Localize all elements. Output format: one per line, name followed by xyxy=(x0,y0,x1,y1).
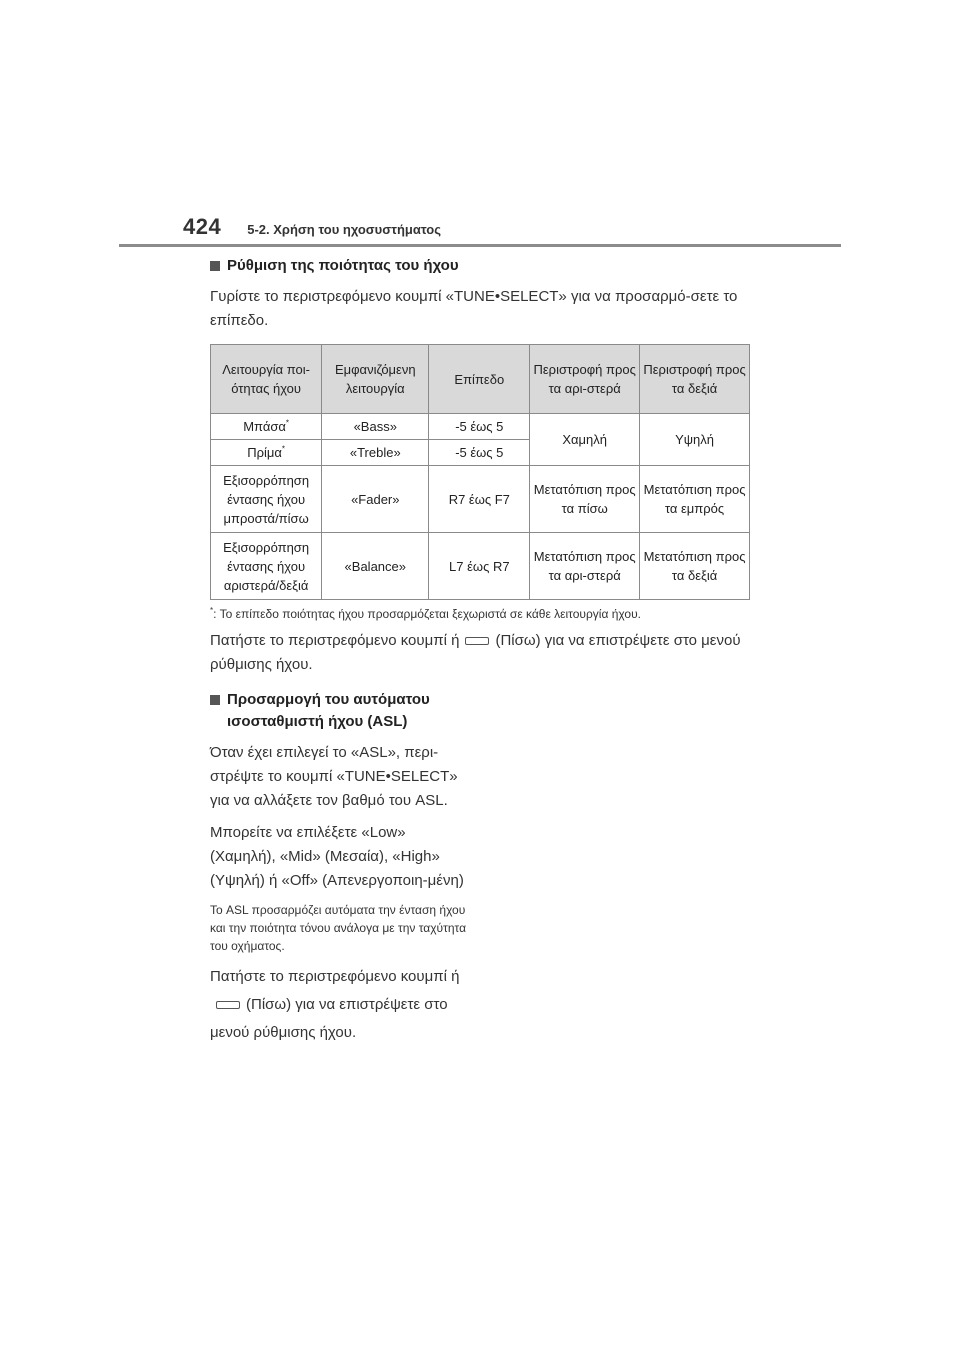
asl-para-2: Μπορείτε να επιλέξετε «Low» (Χαμηλή), «Mid» (Μεσαία), «High» (Υψηλή) ή «Off» (Απενεργοποιη-μένη) xyxy=(210,824,464,889)
asl-heading-text: Προσαρμογή του αυτόματου ισοσταθμιστή ήχου (ASL) xyxy=(227,691,430,730)
asl-section xyxy=(210,741,468,1047)
display-cell: «Fader» xyxy=(322,466,429,533)
table-footnote: *: Το επίπεδο ποιότητας ήχου προσαρμόζεται ξεχωριστά σε κάθε λειτουργία ήχου. xyxy=(210,606,641,621)
level-cell: -5 έως 5 xyxy=(429,440,530,466)
left-cell: Μετατόπιση προς τα αρι-στερά xyxy=(530,533,640,600)
level-cell: R7 έως F7 xyxy=(429,466,530,533)
level-cell: L7 έως R7 xyxy=(429,533,530,600)
header-cell: Περιστροφή προς τα αρι-στερά xyxy=(530,345,640,414)
return-instruction: Πατήστε το περιστρεφόμενο κουμπί ή (Πίσω) για να επιστρέψετε στο μενού ρύθμισης ήχου. xyxy=(210,632,741,673)
back-button-icon xyxy=(465,637,489,645)
table-header-row xyxy=(211,345,750,414)
table-row xyxy=(211,466,750,533)
asl-para-1: Όταν έχει επιλεγεί το «ASL», περι-στρέψτε το κουμπί «TUNE•SELECT» για να αλλάξετε τον βαθμό του ASL. xyxy=(210,744,458,809)
right-cell: Μετατόπιση προς τα δεξιά xyxy=(640,533,750,600)
section-title: 5-2. Χρήση του ηχοσυστήματος xyxy=(247,222,441,237)
mode-cell: Εξισορρόπηση έντασης ήχου μπροστά/πίσω xyxy=(211,466,322,533)
display-cell: «Bass» xyxy=(322,414,429,440)
square-bullet-icon xyxy=(210,261,220,271)
level-cell: -5 έως 5 xyxy=(429,414,530,440)
left-cell: Μετατόπιση προς τα πίσω xyxy=(530,466,640,533)
mode-cell: Πρίμα* xyxy=(211,440,322,466)
page-header xyxy=(183,214,441,240)
merged-right-cell: Υψηλή xyxy=(640,414,750,466)
asl-note: Το ASL προσαρμόζει αυτόματα την ένταση ήχου και την ποιότητα τόνου ανάλογα με την ταχύτητα του οχήματος. xyxy=(210,903,467,953)
table-row xyxy=(211,414,750,440)
display-cell: «Treble» xyxy=(322,440,429,466)
table-row xyxy=(211,533,750,600)
page-content xyxy=(210,255,750,1047)
header-cell: Εμφανιζόμενη λειτουργία xyxy=(322,345,429,414)
square-bullet-icon xyxy=(210,695,220,705)
header-cell: Περιστροφή προς τα δεξιά xyxy=(640,345,750,414)
asl-return-instruction: Πατήστε το περιστρεφόμενο κουμπί ή(Πίσω) για να επιστρέψετε στο μενού ρύθμισης ήχου. xyxy=(210,968,460,1041)
back-button-icon xyxy=(216,1001,240,1009)
asl-heading xyxy=(210,689,750,733)
sound-quality-table xyxy=(210,344,750,600)
mode-cell: Εξισορρόπηση έντασης ήχου αριστερά/δεξιά xyxy=(211,533,322,600)
header-cell: Λειτουργία ποι-ότητας ήχου xyxy=(211,345,322,414)
mode-cell: Μπάσα* xyxy=(211,414,322,440)
sound-quality-heading-text: Ρύθμιση της ποιότητας του ήχου xyxy=(227,257,459,274)
page-number: 424 xyxy=(183,214,222,239)
sound-quality-intro: Γυρίστε το περιστρεφόμενο κουμπί «TUNE•SELECT» για να προσαρμό-σετε το επίπεδο. xyxy=(210,288,738,329)
header-rule xyxy=(119,244,841,247)
sound-quality-heading xyxy=(210,255,750,277)
right-cell: Μετατόπιση προς τα εμπρός xyxy=(640,466,750,533)
header-cell: Επίπεδο xyxy=(429,345,530,414)
display-cell: «Balance» xyxy=(322,533,429,600)
merged-left-cell: Χαμηλή xyxy=(530,414,640,466)
